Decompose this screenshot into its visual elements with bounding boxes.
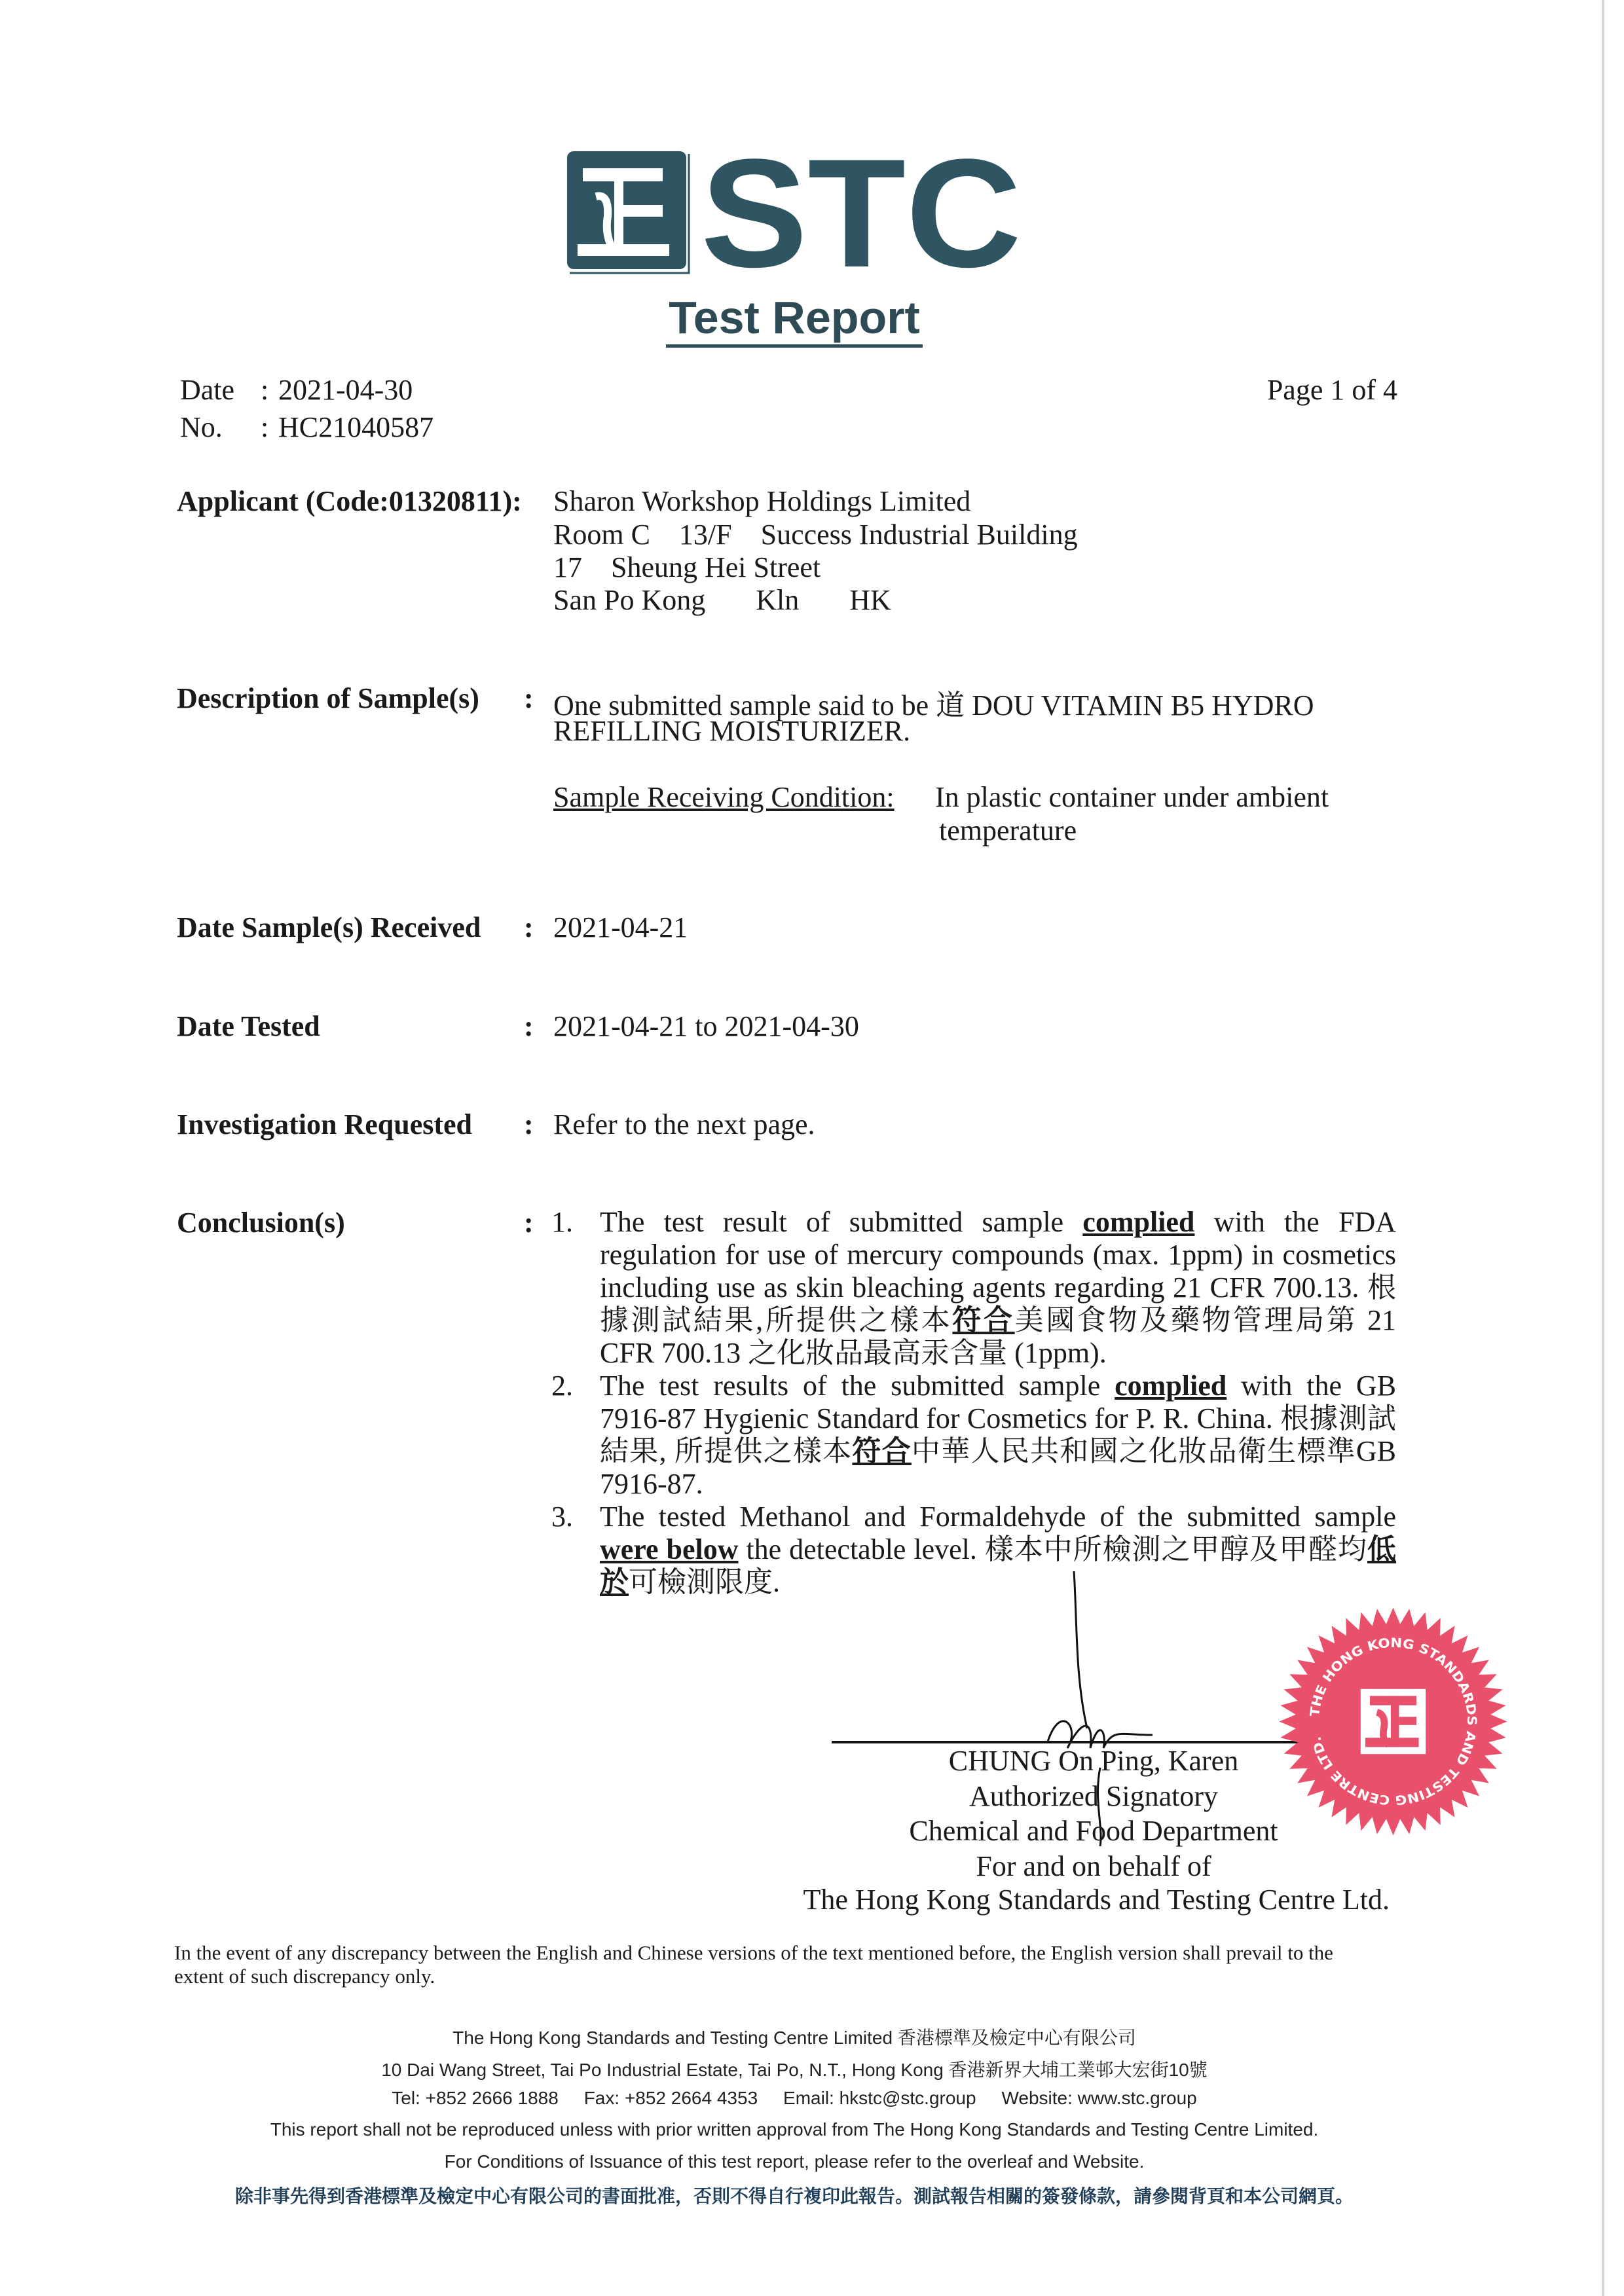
footer-notice: This report shall not be reproduced unless with prior written approval from The Hong Kong Standards and Testing Centre Limited. <box>270 2119 1319 2140</box>
conclusion-list <box>551 1206 1396 1599</box>
conclusion-colon: : <box>524 1207 534 1239</box>
description-label: Description of Sample(s) <box>177 682 479 714</box>
emphasis: were below <box>600 1533 739 1565</box>
emphasis-zh: 符合 <box>952 1304 1015 1336</box>
signatory-role: Authorized Signatory <box>969 1780 1219 1812</box>
text-part: The test results of the submitted sample <box>600 1370 1115 1402</box>
signature-line <box>832 1741 1316 1743</box>
tested-value: 2021-04-21 to 2021-04-30 <box>553 1010 859 1042</box>
signatory-name: CHUNG On Ping, Karen <box>948 1745 1239 1777</box>
report-number: HC21040587 <box>278 411 434 443</box>
investigation-label: Investigation Requested <box>177 1108 473 1140</box>
emphasis-zh: 低於 <box>600 1533 1396 1598</box>
text-part: The test result of submitted sample <box>600 1206 1083 1238</box>
received-value: 2021-04-21 <box>553 911 688 943</box>
received-colon: : <box>524 911 534 943</box>
text-part: the detectable level. 樣本中所檢測之甲醇及甲醛均 <box>738 1533 1367 1565</box>
description-colon: : <box>524 682 534 714</box>
page-indicator: Page 1 of 4 <box>1266 374 1397 406</box>
signatory-behalf: For and on behalf of <box>976 1850 1211 1882</box>
description-line-2: REFILLING MOISTURIZER. <box>553 715 911 747</box>
signatory-company: The Hong Kong Standards and Testing Centre Ltd. <box>803 1884 1390 1916</box>
emphasis: complied <box>1115 1370 1227 1402</box>
applicant-name: Sharon Workshop Holdings Limited <box>553 485 971 517</box>
applicant-label: Applicant (Code:01320811): <box>177 485 522 517</box>
investigation-colon: : <box>524 1108 534 1140</box>
item-number: 3. <box>551 1501 573 1533</box>
condition-line-2: temperature <box>939 814 1077 847</box>
footer-company: The Hong Kong Standards and Testing Centre Limited 香港標準及檢定中心有限公司 <box>452 2028 1136 2048</box>
conclusion-item <box>551 1370 1396 1501</box>
footer-conditions: For Conditions of Issuance of this test report, please refer to the overleaf and Website. <box>444 2151 1145 2172</box>
emphasis: complied <box>1082 1206 1195 1238</box>
description-line-1: One submitted sample said to be 道 DOU VITAMIN B5 HYDRO <box>553 689 1314 721</box>
emphasis-zh: 符合 <box>852 1435 912 1467</box>
footer-notice-zh: 除非事先得到香港標準及檢定中心有限公司的書面批准，否則不得自行複印此報告。測試報告相關的簽發條款，請參閱背頁和本公司網頁。 <box>234 2186 1354 2206</box>
text-part: 美國食物及藥物管理局第 21 CFR 700.13 之化妝品最高汞含量 (1ppm). <box>600 1304 1397 1369</box>
scan-edge <box>1602 0 1604 2296</box>
text-part: 可檢測限度. <box>629 1566 780 1598</box>
no-colon: : <box>261 411 269 443</box>
signatory-department: Chemical and Food Department <box>909 1815 1278 1847</box>
text-part: The tested Methanol and Formaldehyde of the submitted sample <box>600 1501 1396 1533</box>
item-number: 2. <box>551 1370 573 1402</box>
item-text <box>600 1370 1396 1501</box>
applicant-address-2: 17 Sheung Hei Street <box>553 551 821 583</box>
report-title: Test Report <box>0 291 1589 344</box>
conclusion-label: Conclusion(s) <box>177 1207 345 1239</box>
conclusion-item <box>551 1206 1396 1370</box>
item-text <box>600 1206 1396 1370</box>
condition-line-1: In plastic container under ambient <box>935 781 1329 813</box>
investigation-value: Refer to the next page. <box>553 1108 815 1140</box>
svg-text:STC: STC <box>701 147 1022 278</box>
date-colon: : <box>261 374 269 406</box>
footer-address: 10 Dai Wang Street, Tai Po Industrial Estate, Tai Po, N.T., Hong Kong 香港新界大埔工業邨大宏街10號 <box>381 2060 1208 2080</box>
no-label: No. <box>180 411 223 443</box>
text-part: with the FDA regulation for use of mercury compounds (max. 1ppm) in cosmetics including use as skin bleaching agents regarding 21 CFR 700.13. 根據測試結果,所提供之樣本 <box>600 1206 1397 1336</box>
tested-label: Date Tested <box>177 1010 320 1042</box>
tested-colon: : <box>524 1010 534 1042</box>
text-part: with the GB 7916-87 Hygienic Standard for Cosmetics for P. R. China. 根據測試結果, 所提供之樣本 <box>600 1370 1396 1467</box>
language-disclaimer: In the event of any discrepancy between the English and Chinese versions of the text mentioned before, the English version shall prevail to the extent of such discrepancy only. <box>174 1941 1333 1988</box>
condition-label: Sample Receiving Condition: <box>553 781 895 813</box>
date-label: Date <box>180 374 235 406</box>
company-seal <box>1277 1605 1509 1838</box>
item-text <box>600 1501 1396 1599</box>
received-label: Date Sample(s) Received <box>177 911 481 943</box>
text-part: 中華人民共和國之化妝品衛生標準GB 7916-87. <box>600 1435 1397 1500</box>
conclusion-item <box>551 1501 1396 1599</box>
svg-text:THE HONG KONG STANDARDS AND TE: THE HONG KONG STANDARDS AND TESTING CENTRE LTD. <box>1307 1635 1480 1808</box>
footer-contact: Tel: +852 2666 1888 Fax: +852 2664 4353 Email: hkstc@stc.group Website: www.stc.group <box>392 2088 1197 2108</box>
applicant-address-1: Room C 13/F Success Industrial Building <box>553 519 1078 551</box>
stc-logo <box>563 147 1025 278</box>
applicant-address-3: San Po Kong Kln HK <box>553 584 891 616</box>
item-number: 1. <box>551 1206 573 1238</box>
date-value: 2021-04-30 <box>278 374 413 406</box>
